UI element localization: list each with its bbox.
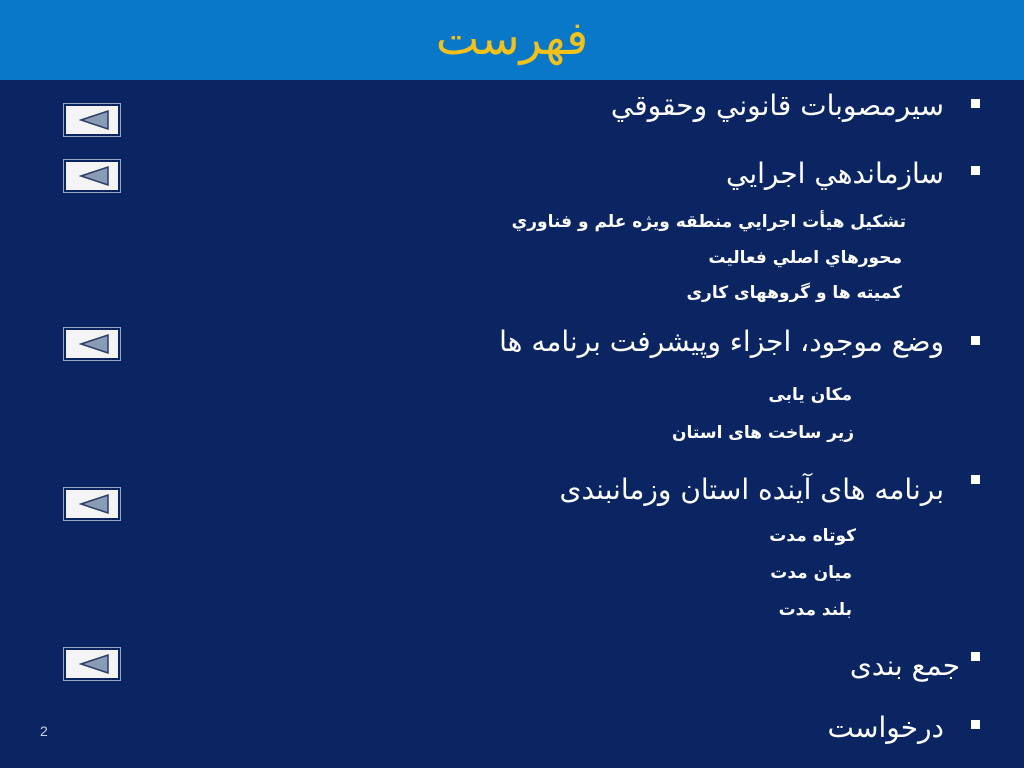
toc-subitem-mid-term: میان مدت <box>770 563 852 583</box>
bullet-icon <box>971 166 980 175</box>
toc-subitem-committees: کمیته ها و گروههای کاری <box>686 283 902 303</box>
nav-button-2[interactable] <box>64 160 120 192</box>
nav-button-4[interactable] <box>64 488 120 520</box>
bullet-icon <box>971 475 980 484</box>
left-triangle-icon <box>66 330 118 358</box>
toc-item-summary[interactable]: جمع بندی <box>849 649 960 682</box>
toc-subitem-activities: محورهاي اصلي فعاليت <box>708 248 902 268</box>
toc-subitem-short-term: کوتاه مدت <box>769 526 856 546</box>
toc-item-legal[interactable]: سيرمصوبات قانوني وحقوقي <box>610 89 944 122</box>
left-triangle-icon <box>66 106 118 134</box>
left-triangle-icon <box>66 650 118 678</box>
toc-subitem-long-term: بلند مدت <box>778 600 852 620</box>
toc-subitem-location: مکان یابی <box>768 385 852 405</box>
toc-item-organization[interactable]: سازماندهي اجرايي <box>726 157 944 190</box>
nav-button-5[interactable] <box>64 648 120 680</box>
slide-title: فهرست <box>435 11 589 65</box>
nav-button-1[interactable] <box>64 104 120 136</box>
toc-subitem-board: تشكيل هيأت اجرايي منطقه ويژه علم و فناوري <box>511 212 906 232</box>
bullet-icon <box>971 652 980 661</box>
bullet-icon <box>971 336 980 345</box>
page-number: 2 <box>40 723 48 739</box>
bullet-icon <box>971 720 980 729</box>
nav-button-3[interactable] <box>64 328 120 360</box>
toc-item-future-plans[interactable]: برنامه های آینده استان وزمانبندی <box>559 473 944 506</box>
bullet-icon <box>971 99 980 108</box>
toc-subitem-infrastructure: زیر ساخت های استان <box>672 423 854 443</box>
toc-item-request[interactable]: درخواست <box>827 711 944 744</box>
left-triangle-icon <box>66 162 118 190</box>
toc-item-status[interactable]: وضع موجود، اجزاء وپیشرفت برنامه ها <box>499 325 944 358</box>
left-triangle-icon <box>66 490 118 518</box>
